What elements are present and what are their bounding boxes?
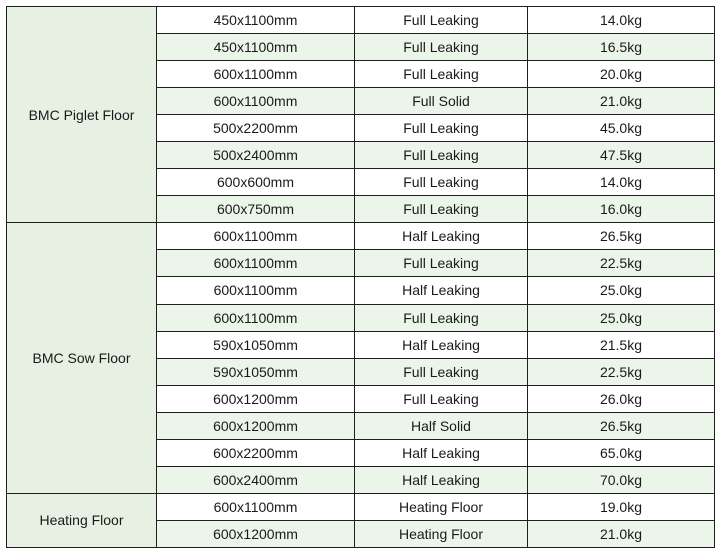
type-cell: Full Leaking <box>355 196 528 223</box>
weight-cell: 19.0kg <box>528 493 715 520</box>
type-cell: Heating Floor <box>355 520 528 547</box>
type-cell: Heating Floor <box>355 493 528 520</box>
category-cell: Heating Floor <box>7 493 157 547</box>
type-cell: Full Leaking <box>355 115 528 142</box>
type-cell: Half Leaking <box>355 277 528 304</box>
size-cell: 600x1100mm <box>157 61 355 88</box>
size-cell: 600x2200mm <box>157 439 355 466</box>
size-cell: 600x1200mm <box>157 412 355 439</box>
size-cell: 590x1050mm <box>157 331 355 358</box>
type-cell: Full Leaking <box>355 385 528 412</box>
size-cell: 600x1200mm <box>157 385 355 412</box>
size-cell: 600x1100mm <box>157 304 355 331</box>
size-cell: 590x1050mm <box>157 358 355 385</box>
table-row <box>7 493 715 520</box>
type-cell: Full Leaking <box>355 142 528 169</box>
size-cell: 500x2400mm <box>157 142 355 169</box>
size-cell: 600x600mm <box>157 169 355 196</box>
weight-cell: 26.0kg <box>528 385 715 412</box>
weight-cell: 21.0kg <box>528 88 715 115</box>
weight-cell: 45.0kg <box>528 115 715 142</box>
type-cell: Full Solid <box>355 88 528 115</box>
category-cell: BMC Sow Floor <box>7 223 157 493</box>
weight-cell: 14.0kg <box>528 7 715 34</box>
type-cell: Full Leaking <box>355 250 528 277</box>
weight-cell: 16.0kg <box>528 196 715 223</box>
type-cell: Full Leaking <box>355 7 528 34</box>
weight-cell: 26.5kg <box>528 223 715 250</box>
table-row <box>7 7 715 34</box>
weight-cell: 22.5kg <box>528 250 715 277</box>
weight-cell: 14.0kg <box>528 169 715 196</box>
type-cell: Full Leaking <box>355 61 528 88</box>
size-cell: 600x2400mm <box>157 466 355 493</box>
weight-cell: 20.0kg <box>528 61 715 88</box>
product-spec-table <box>6 6 715 548</box>
type-cell: Full Leaking <box>355 169 528 196</box>
weight-cell: 25.0kg <box>528 277 715 304</box>
type-cell: Full Leaking <box>355 304 528 331</box>
weight-cell: 26.5kg <box>528 412 715 439</box>
weight-cell: 65.0kg <box>528 439 715 466</box>
weight-cell: 16.5kg <box>528 34 715 61</box>
category-cell: BMC Piglet Floor <box>7 7 157 223</box>
spec-table-body <box>7 7 715 548</box>
size-cell: 600x1100mm <box>157 250 355 277</box>
size-cell: 600x1200mm <box>157 520 355 547</box>
weight-cell: 21.5kg <box>528 331 715 358</box>
type-cell: Half Solid <box>355 412 528 439</box>
size-cell: 600x1100mm <box>157 493 355 520</box>
weight-cell: 25.0kg <box>528 304 715 331</box>
size-cell: 600x750mm <box>157 196 355 223</box>
size-cell: 450x1100mm <box>157 34 355 61</box>
weight-cell: 47.5kg <box>528 142 715 169</box>
size-cell: 500x2200mm <box>157 115 355 142</box>
size-cell: 600x1100mm <box>157 88 355 115</box>
type-cell: Half Leaking <box>355 331 528 358</box>
weight-cell: 21.0kg <box>528 520 715 547</box>
type-cell: Full Leaking <box>355 358 528 385</box>
type-cell: Half Leaking <box>355 439 528 466</box>
weight-cell: 22.5kg <box>528 358 715 385</box>
type-cell: Half Leaking <box>355 223 528 250</box>
type-cell: Full Leaking <box>355 34 528 61</box>
size-cell: 600x1100mm <box>157 223 355 250</box>
weight-cell: 70.0kg <box>528 466 715 493</box>
size-cell: 450x1100mm <box>157 7 355 34</box>
type-cell: Half Leaking <box>355 466 528 493</box>
size-cell: 600x1100mm <box>157 277 355 304</box>
table-row <box>7 223 715 250</box>
